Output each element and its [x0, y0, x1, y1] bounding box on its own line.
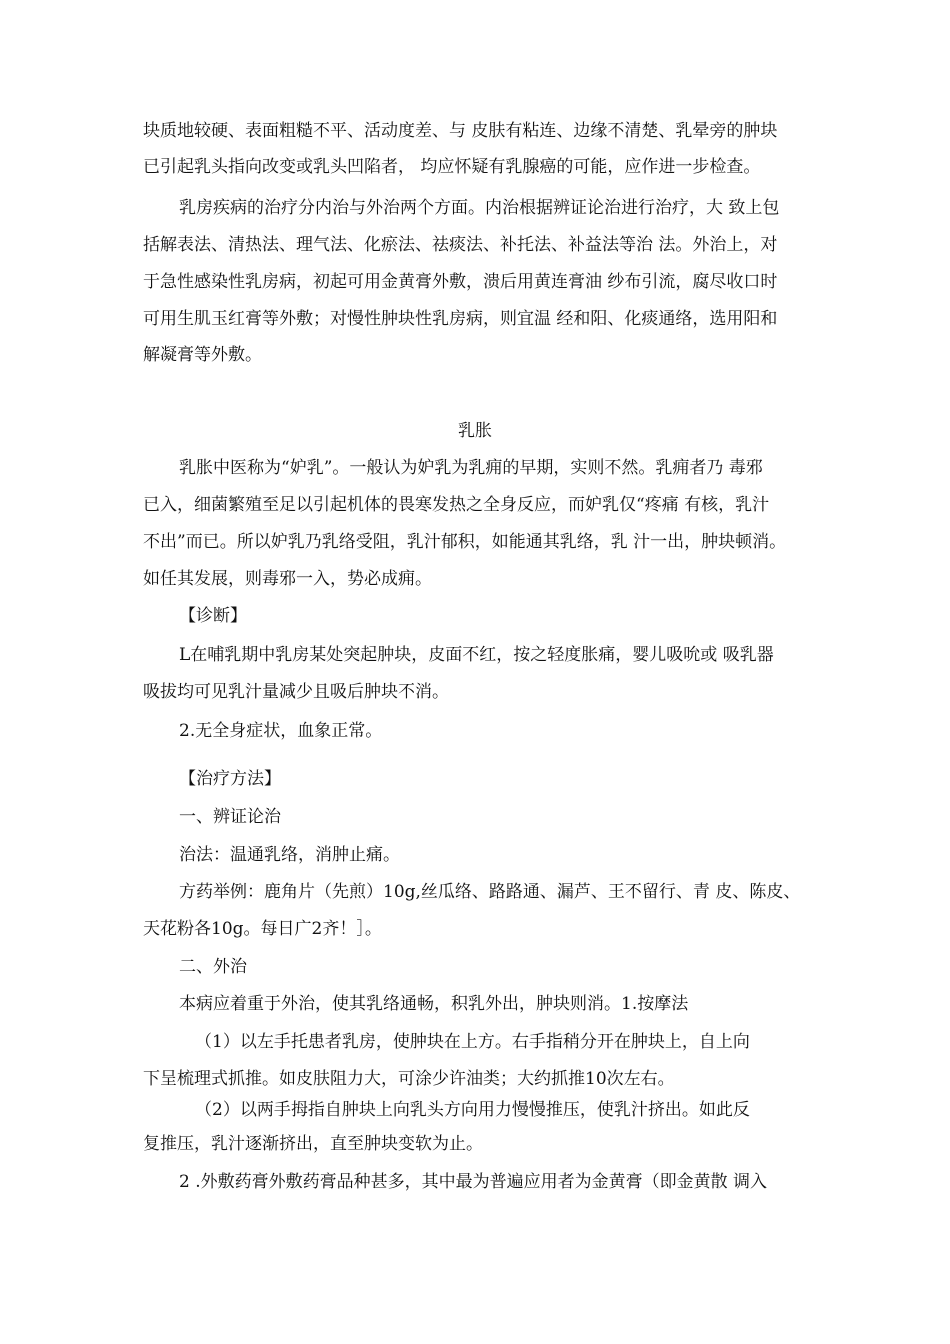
diagnosis-header: 【诊断】	[179, 606, 247, 626]
external-item-2: 2 .外敷药膏外敷药膏品种甚多，其中最为普遍应用者为金黄膏（即金黄散 调入	[179, 1172, 768, 1192]
paragraph-1-line-1: 块质地较硬、表面粗糙不平、活动度差、与 皮肤有粘连、边缘不清楚、乳晕旁的肿块	[143, 121, 778, 141]
treatment-method: 治法：温通乳络，消肿止痛。	[179, 845, 400, 865]
paragraph-2-line-5: 解凝膏等外敷。	[143, 345, 262, 365]
diagnosis-item-1-line-1: L在哺乳期中乳房某处突起肿块，皮面不红，按之轻度胀痛，婴儿吸吮或 吸乳器	[179, 645, 774, 665]
prescription-line-2: 天花粉各10g。每日广2齐！］。	[143, 919, 382, 939]
paragraph-2-line-1: 乳房疾病的治疗分内治与外治两个方面。内治根据辨证论治进行治疗，大 致上包	[179, 198, 780, 218]
paragraph-3-line-3: 不出”而已。所以妒乳乃乳络受阻，乳汁郁积，如能通其乳络，乳 汁一出，肿块顿消。	[143, 532, 787, 552]
diagnosis-item-2: 2.无全身症状，血象正常。	[179, 721, 383, 741]
massage-step-1-line-1: （1）以左手托患者乳房，使肿块在上方。右手指稍分开在肿块上，自上向	[195, 1032, 750, 1052]
paragraph-3-line-1: 乳胀中医称为“妒乳”。一般认为妒乳为乳痈的早期，实则不然。乳痈者乃 毒邪	[179, 458, 763, 478]
treatment-subheading-1: 一、辨证论治	[179, 807, 281, 827]
massage-step-2-line-1: （2）以两手拇指自肿块上向乳头方向用力慢慢推压，使乳汁挤出。如此反	[195, 1100, 750, 1120]
diagnosis-item-1-line-2: 吸拔均可见乳汁量减少且吸后肿块不消。	[143, 682, 449, 702]
massage-step-2-line-2: 复推压，乳汁逐渐挤出，直至肿块变软为止。	[143, 1134, 483, 1154]
prescription-line-1: 方药举例：鹿角片（先煎）10g,丝瓜络、路路通、漏芦、王不留行、青 皮、陈皮、	[179, 882, 801, 902]
paragraph-1-line-2: 已引起乳头指向改变或乳头凹陷者， 均应怀疑有乳腺癌的可能，应作进一步检查。	[143, 157, 761, 177]
paragraph-2-line-3: 于急性感染性乳房病，初起可用金黄膏外敷，溃后用黄连膏油 纱布引流，腐尽收口时	[143, 272, 778, 292]
massage-step-1-line-2: 下呈梳理式抓推。如皮肤阻力大，可涂少许油类；大约抓推10次左右。	[143, 1069, 675, 1089]
treatment-header: 【治疗方法】	[179, 769, 281, 789]
paragraph-3-line-4: 如任其发展，则毒邪一入，势必成痈。	[143, 569, 432, 589]
external-treatment-intro: 本病应着重于外治，使其乳络通畅，积乳外出，肿块则消。1.按摩法	[179, 994, 689, 1014]
paragraph-3-line-2: 已入，细菌繁殖至足以引起机体的畏寒发热之全身反应，而妒乳仅“疼痛 有核，乳汁	[143, 495, 770, 515]
paragraph-2-line-2: 括解表法、清热法、理气法、化瘀法、祛痰法、补托法、补益法等治 法。外治上，对	[143, 235, 778, 255]
treatment-subheading-2: 二、外治	[179, 957, 247, 977]
section-title: 乳胀	[458, 421, 492, 441]
paragraph-2-line-4: 可用生肌玉红膏等外敷；对慢性肿块性乳房病，则宜温 经和阳、化痰通络，选用阳和	[143, 309, 778, 329]
